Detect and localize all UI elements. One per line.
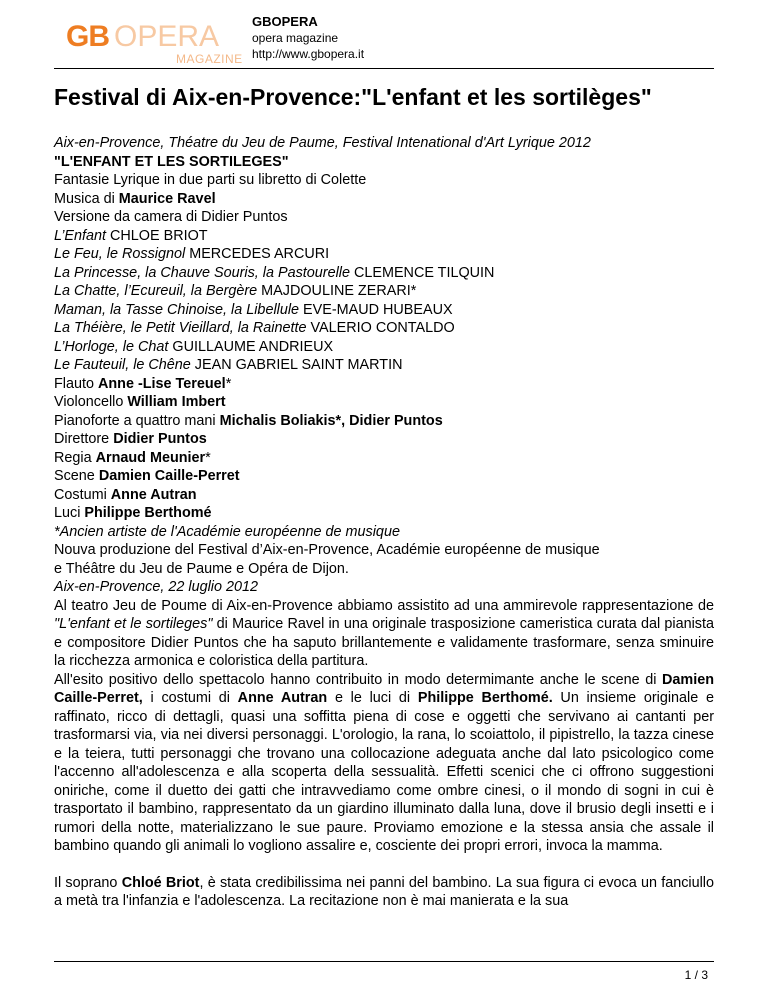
- cast-name: JEAN GABRIEL SAINT MARTIN: [190, 357, 403, 373]
- staff-name: Philippe Berthomé: [84, 505, 212, 521]
- music-label: Musica di: [54, 190, 119, 207]
- staff-name: Anne Autran: [110, 486, 197, 503]
- cast-role: La Théière, le Petit Vieillard, la Rainette: [54, 320, 307, 336]
- site-url[interactable]: http://www.gbopera.it: [252, 47, 365, 61]
- cast-name: CHLOE BRIOT: [106, 227, 208, 244]
- cast-name: VALERIO CONTALDO: [306, 320, 455, 336]
- header-divider: [54, 68, 714, 69]
- work-title: "L'ENFANT ET LES SORTILEGES": [54, 153, 289, 170]
- review-text: e le luci di: [327, 690, 418, 706]
- staff-name: Didier Puntos: [113, 431, 207, 447]
- production-line: Nouva produzione del Festival d’Aix-en-Provence, Académie européenne de musique: [54, 542, 600, 558]
- gbopera-logo: [66, 20, 243, 70]
- staff-label: Costumi: [54, 486, 111, 503]
- cast-role: L’Horloge, le Chat: [54, 338, 169, 355]
- review-text: Un insieme originale e raffinato, ricco di dettagli, quasi una soffitta piena di cose e oggetti che servivano ai cantanti per trasformarsi via, via nei diversi personaggi. L'orologio, la rana, lo scoiattolo, il pipistrello, la tazza cinese e la teiera, tutti personaggi che trovano una collocazione adeguata anche dal lato psicologico come l'accenno all'adolescenza e alla scoperta della sessualità. Effetti scenici che ci offrono suggestioni oniriche, come il duetto dei gatti che intravvediamo come ombre cinesi, o il mondo di sogni in cui è trasportato il bambino, rappresentato da un giardino illuminato dalla luna, dove il brusio degli insetti e i rumori della notte, materializzano le sue paure. Proviamo emozione e la stessa ansia che assale il bambino quando gli animali lo vogliono assalire e, cosciente dei propri errori, invoca la mamma.: [54, 690, 714, 854]
- designer-name: Damien Caille-Perret,: [54, 671, 714, 706]
- cast-role: Le Feu, le Rossignol: [54, 246, 186, 262]
- footnote: *Ancien artiste de l'Académie européenne de musique: [54, 523, 400, 540]
- cast-line: [54, 245, 714, 264]
- review-text: Al teatro Jeu de Poume di Aix-en-Provence abbiamo assistito ad una ammirevole rappresentazione de: [54, 597, 714, 614]
- cast-role: L’Enfant: [54, 227, 107, 244]
- cast-line: [54, 282, 714, 301]
- staff-name: Anne -Lise Tereuel: [98, 375, 226, 392]
- review-text: Il soprano: [54, 874, 122, 891]
- staff-line: [54, 486, 714, 505]
- singer-name: Chloé Briot: [121, 874, 200, 891]
- staff-name: Damien Caille-Perret: [98, 468, 240, 484]
- staff-name: Michalis Boliakis*, Didier Puntos: [219, 412, 443, 429]
- staff-line: [54, 504, 714, 523]
- staff-suffix: *: [225, 375, 232, 392]
- staff-line: [54, 375, 714, 394]
- music-credit: [54, 190, 714, 209]
- review-text: di Maurice Ravel in una originale trasposizione cameristica curata dal pianista e compositore Didier Puntos che ha saputo brillantemente e validamente trasformare, senza sminuire la ricchezza armonica e coloristica della partitura.: [54, 616, 714, 669]
- cast-name: MERCEDES ARCURI: [185, 246, 330, 262]
- review-paragraph-2: [54, 671, 714, 856]
- review-paragraph-3: [54, 874, 714, 911]
- cast-line: [54, 301, 714, 320]
- staff-label: Luci: [54, 505, 85, 521]
- footer-divider: [54, 961, 714, 962]
- page-number: 1 / 3: [684, 968, 708, 982]
- cast-line: [54, 227, 714, 246]
- cast-name: GUILLAUME ANDRIEUX: [168, 338, 334, 355]
- staff-line: [54, 393, 714, 412]
- staff-label: Direttore: [54, 431, 114, 447]
- staff-label: Regia: [54, 449, 96, 466]
- cast-line: [54, 356, 714, 375]
- staff-line: [54, 449, 714, 468]
- cast-role: Maman, la Tasse Chinoise, la Libellule: [54, 301, 300, 318]
- work-subtitle: Fantasie Lyrique in due parti su libretto di Colette: [54, 172, 367, 188]
- staff-line: [54, 412, 714, 431]
- cast-name: EVE-MAUD HUBEAUX: [299, 301, 453, 318]
- page-header: [54, 12, 714, 68]
- cast-line: [54, 338, 714, 357]
- paragraph-gap: [54, 856, 714, 874]
- review-text: All'esito positivo dello spettacolo hanno contribuito in modo determimante anche le scene di: [54, 671, 663, 688]
- site-subtitle: opera magazine: [252, 31, 339, 45]
- site-name: GBOPERA: [252, 14, 318, 29]
- staff-name: William Imbert: [127, 394, 226, 410]
- lighting-designer-name: Philippe Berthomé.: [417, 690, 553, 706]
- header-info: [252, 14, 364, 62]
- logo-opera-text: OPERA: [114, 20, 220, 53]
- venue-line: Aix-en-Provence, Théatre du Jeu de Paume, Festival Intenational d'Art Lyrique 2012: [54, 135, 591, 151]
- logo-magazine-text: MAGAZINE: [176, 52, 243, 66]
- staff-line: [54, 430, 714, 449]
- costume-designer-name: Anne Autran: [237, 690, 328, 706]
- staff-line: [54, 467, 714, 486]
- staff-suffix: *: [205, 449, 211, 466]
- cast-role: Le Fauteuil, le Chêne: [54, 357, 191, 373]
- review-date: Aix-en-Provence, 22 luglio 2012: [54, 579, 258, 595]
- staff-label: Flauto: [54, 375, 98, 392]
- cast-line: [54, 264, 714, 283]
- logo-gb-text: GB: [66, 20, 109, 53]
- cast-line: [54, 319, 714, 338]
- article-body: [54, 134, 714, 911]
- staff-label: Violoncello: [54, 394, 128, 410]
- staff-label: Scene: [54, 468, 99, 484]
- cast-name: CLEMENCE TILQUIN: [349, 264, 495, 281]
- staff-name: Arnaud Meunier: [95, 449, 206, 466]
- review-paragraph-1: [54, 597, 714, 671]
- review-text: , è stata credibilissima nei panni del bambino. La sua figura ci evoca un fanciullo a metà tra l'infanzia e l'adolescenza. La recitazione non è mai manierata e la sua: [54, 874, 715, 909]
- cast-role: La Princesse, la Chauve Souris, la Pastourelle: [54, 264, 350, 281]
- page-title: Festival di Aix-en-Provence:"L'enfant et les sortilèges": [54, 84, 652, 110]
- cast-role: La Chatte, l’Ecureuil, la Bergère: [54, 283, 258, 299]
- production-line: e Théâtre du Jeu de Paume e Opéra de Dijon.: [54, 560, 349, 577]
- version-credit: Versione da camera di Didier Puntos: [54, 209, 288, 225]
- cast-name: MAJDOULINE ZERARI*: [257, 283, 417, 299]
- staff-label: Pianoforte a quattro mani: [54, 412, 220, 429]
- composer-name: Maurice Ravel: [118, 190, 216, 207]
- review-text: i costumi di: [142, 690, 238, 706]
- opera-title-italic: "L'enfant et le sortileges": [54, 616, 213, 632]
